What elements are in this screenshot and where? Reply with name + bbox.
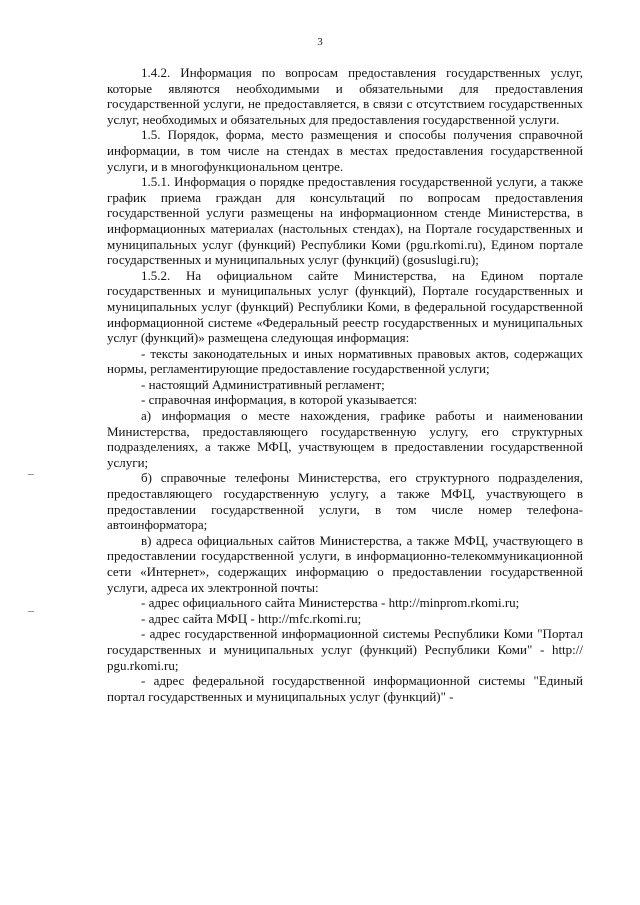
list-item-legal-acts: - тексты законодательных и иных нормативных правовых актов, содержащих нормы, регламентирующие предоставление государственной услуги; — [107, 345, 583, 377]
list-item-reference-info: - справочная информация, в которой указывается: — [141, 392, 418, 408]
margin-tick — [28, 611, 34, 612]
sub-item-a: а) информация о месте нахождения, графике работы и наименовании Министерства, предоставляющего государственную услугу, его структурных подразделениях, а также МФЦ, участвующем в предоставлении государственной услуги; — [107, 408, 583, 470]
list-item-regional-portal: - адрес государственной информационной системы Республики Коми "Портал государственных и муниципальных услуг (функций) Республики Коми" - http:// pgu.rkomi.ru; — [107, 626, 583, 673]
sub-item-b: б) справочные телефоны Министерства, его структурного подразделения, предоставляющего государственную услугу, а также МФЦ, участвующего в предоставлении государственной услуги, в том числе номер телефона-автоинформатора; — [107, 470, 583, 533]
sub-item-v: в) адреса официальных сайтов Министерства, а также МФЦ, участвующего в предоставлении государственной услуги, в информационно-телекоммуникационной сети «Интернет», содержащих информацию о предоставлении государственной услуги, адреса их электронной почты: — [107, 532, 583, 595]
list-item-ministry-site: - адрес официального сайта Министерства - http://minprom.rkomi.ru; — [141, 595, 520, 611]
paragraph-1-4-2: 1.4.2. Информация по вопросам предоставления государственных услуг, которые являются необходимыми и обязательными для предоставления государственной услуги, не предоставляется, в связи с отсутствием государственных услуг, необходимых и обязательных для предоставления государственной услуги. — [107, 65, 583, 127]
paragraph-1-5-2: 1.5.2. На официальном сайте Министерства, на Едином портале государственных и муниципальных услуг (функций), Портале государственных и муниципальных услуг (функций) Республики Коми, в федеральной государственной информационной системе «Федеральный реестр государственных и муниципальных услуг (функций)» размещена следующая информация: — [107, 267, 583, 346]
list-item-regulation: - настоящий Административный регламент; — [141, 376, 385, 392]
page-number: 3 — [317, 36, 323, 48]
paragraph-1-5-1: 1.5.1. Информация о порядке предоставления государственной услуги, а также график приема граждан для консультаций по вопросам предоставления государственной услуги размещены на информационном стенде Министерства, в информационных материалах (настольных стендах), на Портале государственных и муниципальных услуг (функций) Республики Коми (pgu.rkomi.ru), Едином портале государственных и муниципальных услуг (функций) (gosuslugi.ru); — [107, 174, 583, 268]
paragraph-1-5: 1.5. Порядок, форма, место размещения и способы получения справочной информации, в том числе на стендах в местах предоставления государственной услуги, и в многофункциональном центре. — [107, 127, 583, 174]
document-body — [107, 65, 583, 704]
list-item-mfc-site: - адрес сайта МФЦ - http://mfc.rkomi.ru; — [141, 610, 362, 626]
margin-tick — [28, 474, 34, 475]
list-item-federal-portal: - адрес федеральной государственной информационной системы "Единый портал государственных и муниципальных услуг (функций)" - — [107, 673, 583, 704]
